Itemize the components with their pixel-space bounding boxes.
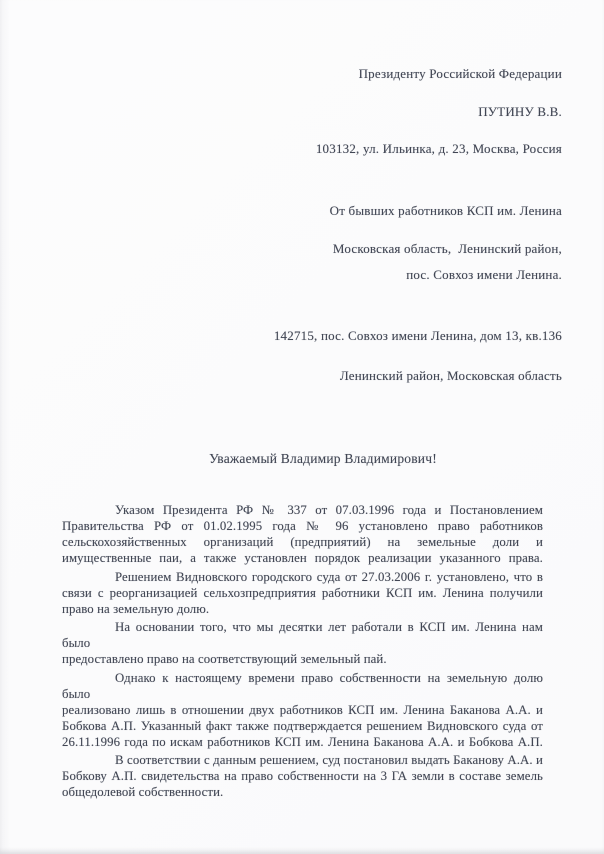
paragraph [62,569,543,617]
body-line: 26.11.1996 года по искам работников КСП им. Ленина Баканова А.А. и Бобкова А.П. [62,734,543,749]
return-address-region-line: Ленинский район, Московская область [339,368,562,383]
return-address-line: 142715, пос. Совхоз имени Ленина, дом 13, кв.136 [273,328,562,343]
body-line: Однако к настоящему времени право собственности на земельную долю было [62,670,543,701]
letter-body [62,502,543,803]
paragraph [62,752,543,800]
body-line: Бобкова А.П. Указанный факт также подтверждается решением Видновского суда от [62,718,543,733]
body-line: В соответствии с данным решением, суд постановил выдать Баканову А.А. и [115,753,543,767]
recipient-line: Президенту Российской Федерации [358,66,562,81]
body-line: Указом Президента РФ № 337 от 07.03.1996 года и Постановлением [115,503,543,517]
sender-region-line: Московская область, Ленинский район, [332,241,562,256]
body-line: сельскохозяйственных организаций (предприятий) на земельные доли и [62,535,543,549]
paragraph [62,670,543,750]
sender-settlement-line: пос. Совхоз имени Ленина. [406,267,562,282]
body-line: имущественные паи, а также установлен порядок реализации указанного права. [62,551,543,565]
paragraph [62,502,543,566]
recipient-address: 103132, ул. Ильинка, д. 23, Москва, Россия [315,141,562,156]
body-line: общедолевой собственности. [62,785,224,799]
body-line: На основании того, что мы десятки лет работали в КСП им. Ленина нам было [62,620,543,650]
body-line: Решением Видновского городского суда от 27.03.2006 г. установлено, что в [115,569,543,584]
paragraph [62,619,543,667]
recipient-name: ПУТИНУ В.В. [478,104,562,119]
body-line: Правительства РФ от 01.02.1995 года № 96 установлено право работников [62,519,543,533]
sender-line: От бывших работников КСП им. Ленина [329,203,562,218]
body-line: право на земельную долю. [62,601,210,616]
body-line: связи с реорганизацией сельхозпредприятия работники КСП им. Ленина получили [62,585,543,600]
salutation: Уважаемый Владимир Владимирович! [209,451,437,466]
body-line: предоставлено право на соответствующий земельный пай. [62,652,387,666]
body-line: Бобкову А.П. свидетельства на право собственности на 3 ГА земли в составе земель [62,769,543,783]
body-line: реализовано лишь в отношении двух работников КСП им. Ленина Баканова А.А. и [62,702,543,717]
